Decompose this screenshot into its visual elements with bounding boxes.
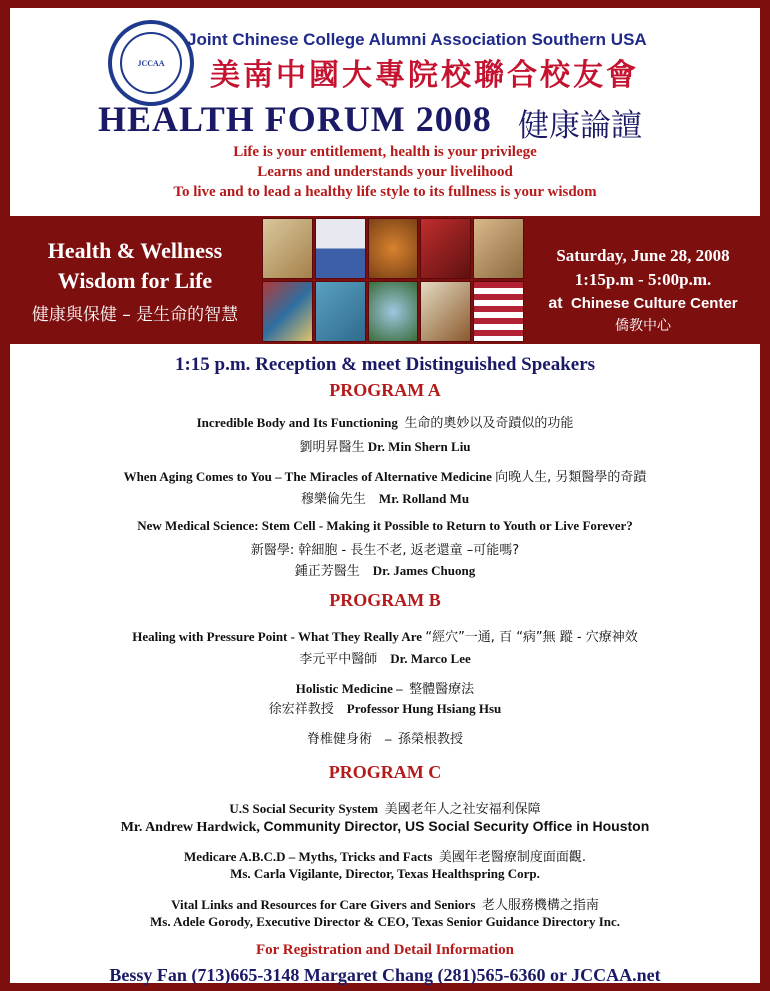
talk-c1-title xyxy=(10,798,760,817)
talk-title: Holistic Medicine – xyxy=(295,681,403,696)
talk-a2-title xyxy=(10,466,760,485)
talk-title-chinese: 美國老年人之社安福利保障 xyxy=(384,802,541,817)
talk-b2-title xyxy=(10,678,760,697)
talk-c3-speaker: Ms. Adele Gorody, Executive Director & CEO, Texas Senior Guidance Directory Inc. xyxy=(149,914,621,929)
collage-tile xyxy=(262,281,313,342)
speaker-name: Dr. Marco Lee xyxy=(390,651,471,666)
speaker-name: Mr. Rolland Mu xyxy=(378,491,470,506)
collage-tile xyxy=(368,281,419,342)
organization-name-english: Joint Chinese College Alumni Association Southern USA xyxy=(187,30,647,49)
speaker-name: Dr. James Chuong xyxy=(372,563,476,578)
seal-inner-text: JCCAA xyxy=(137,58,165,68)
tagline-3: To live and to lead a healthy life style to its fullness is your wisdom xyxy=(173,184,597,200)
theme-chinese: 健康與保健 – 是生命的智慧 xyxy=(31,305,239,325)
talk-title-chinese: 脊椎健身術 xyxy=(306,732,372,747)
venue-chinese: 僑教中心 xyxy=(615,318,671,334)
talk-a1-title xyxy=(10,412,760,431)
collage-tile xyxy=(473,281,524,342)
reception-heading: 1:15 p.m. Reception & meet Distinguished Speakers xyxy=(174,354,596,375)
collage-tile xyxy=(315,218,366,279)
flyer-header xyxy=(10,8,760,216)
collage-tile xyxy=(420,281,471,342)
talk-c2-title xyxy=(10,846,760,865)
speaker-name: Dr. Min Shern Liu xyxy=(367,439,471,454)
talk-b1-speaker xyxy=(10,648,760,667)
event-time: 1:15p.m - 5:00p.m. xyxy=(574,270,712,289)
collage-tile xyxy=(368,218,419,279)
talk-c3-title xyxy=(10,894,760,913)
tagline-1: Life is your entitlement, health is your privilege xyxy=(233,144,537,160)
program-c-heading: PROGRAM C xyxy=(328,762,442,782)
talk-a3-speaker xyxy=(10,560,760,579)
theme-line-2: Wisdom for Life xyxy=(57,268,213,293)
registration-heading: For Registration and Detail Information xyxy=(255,942,515,958)
venue-at: at xyxy=(548,295,563,312)
speaker-chinese: 鍾正芳醫生 xyxy=(294,564,360,579)
program-b-heading: PROGRAM B xyxy=(329,590,441,610)
theme-line-1: Health & Wellness xyxy=(47,238,223,263)
talk-title-chinese: “經穴”一通, 百 “病”無 蹤 - 穴療神效 xyxy=(425,630,638,645)
flyer-page xyxy=(10,8,760,983)
talk-title: Medicare A.B.C.D – Myths, Tricks and Facts xyxy=(183,849,433,864)
talk-title-chinese: 老人服務機構之指南 xyxy=(481,898,599,913)
talk-b2-speaker xyxy=(10,698,760,717)
speaker-name: Mr. Andrew Hardwick, xyxy=(120,820,260,835)
collage-tile xyxy=(473,218,524,279)
talk-title-chinese: 向晚人生, 另類醫學的奇蹟 xyxy=(495,470,647,485)
date-venue-block xyxy=(526,244,760,336)
talk-a3-title: New Medical Science: Stem Cell - Making it Possible to Return to Youth or Live Forever? xyxy=(137,518,633,533)
talk-title-chinese: 整體醫療法 xyxy=(409,682,475,697)
speaker-chinese: 徐宏祥教授 xyxy=(268,702,334,717)
venue-name: Chinese Culture Center xyxy=(570,295,738,312)
talk-title: When Aging Comes to You – The Miracles of Alternative Medicine xyxy=(123,469,492,484)
talk-title-chinese: 生命的奧妙以及奇蹟似的功能 xyxy=(404,416,574,431)
collage-tile xyxy=(420,218,471,279)
contact-info: Bessy Fan (713)665-3148 Margaret Chang (281)565-6360 or JCCAA.net xyxy=(109,965,661,985)
talk-c2-speaker: Ms. Carla Vigilante, Director, Texas Healthspring Corp. xyxy=(230,866,540,881)
program-a-heading: PROGRAM A xyxy=(329,380,441,400)
speaker-role: Community Director, US Social Security Office in Houston xyxy=(263,818,650,834)
association-seal-logo xyxy=(108,20,194,106)
speaker-chinese: 穆樂倫先生 xyxy=(300,492,366,507)
separator-dash: – xyxy=(385,731,392,746)
talk-a3-title-chinese: 新醫學: 幹細胞 - 長生不老, 返老還童 –可能嗎? xyxy=(250,543,520,558)
seal-inner-ring xyxy=(120,32,182,94)
tagline-2: Learns and understands your livelihood xyxy=(257,164,513,180)
collage-tile xyxy=(315,281,366,342)
talk-title: Vital Links and Resources for Care Givers and Seniors xyxy=(171,897,476,912)
collage-tile xyxy=(262,218,313,279)
speaker-chinese: 李元平中醫師 xyxy=(299,652,378,667)
talk-title: Incredible Body and Its Functioning xyxy=(196,415,398,430)
speaker-name: Professor Hung Hsiang Hsu xyxy=(346,701,502,716)
talk-a1-speaker xyxy=(10,436,760,455)
talk-a2-speaker xyxy=(10,488,760,507)
event-info-band xyxy=(10,216,760,344)
talk-title: Healing with Pressure Point - What They Really Are xyxy=(132,629,423,644)
talk-c1-speaker xyxy=(10,818,760,836)
event-title-chinese: 健康論譠 xyxy=(518,108,642,144)
organization-name-chinese: 美南中國大專院校聯合校友會 xyxy=(210,58,639,93)
event-venue xyxy=(526,292,760,316)
event-date: Saturday, June 28, 2008 xyxy=(556,246,730,265)
talk-title: U.S Social Security System xyxy=(229,801,379,816)
speaker-chinese: 劉明昇醫生 xyxy=(299,440,365,455)
event-title: HEALTH FORUM 2008 xyxy=(98,99,492,139)
health-image-collage xyxy=(262,218,524,342)
talk-b1-title xyxy=(10,626,760,645)
talk-b3 xyxy=(10,728,760,747)
talk-title-chinese: 美國年老醫療制度面面觀. xyxy=(438,850,587,865)
theme-block xyxy=(10,236,260,330)
speaker-chinese: 孫榮根教授 xyxy=(398,732,464,747)
